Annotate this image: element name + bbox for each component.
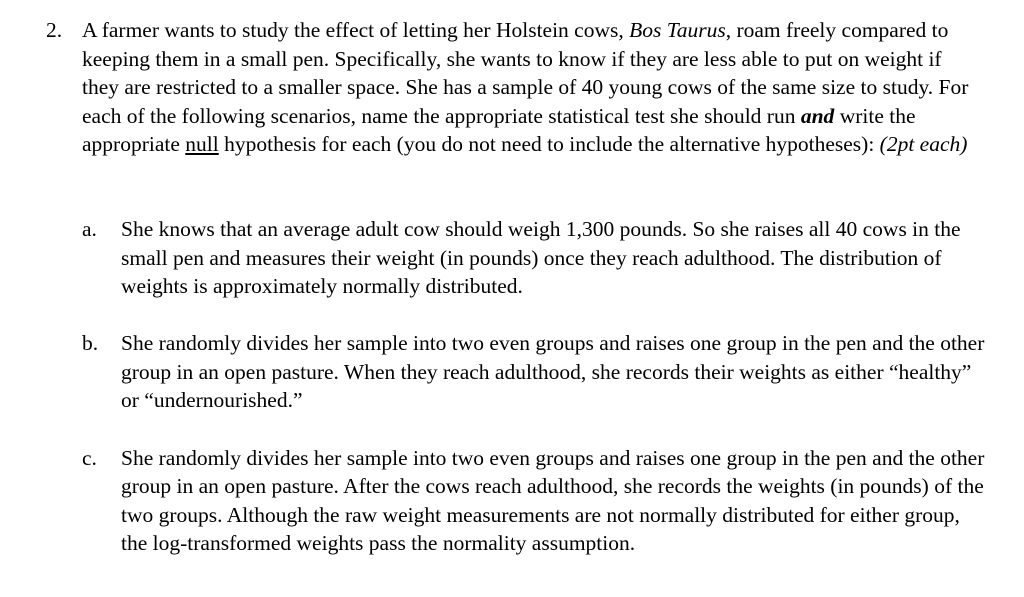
scenario-text: She randomly divides her sample into two even groups and raises one group in the pen and the other group in an open pasture. After the cows reach adulthood, she records the weights (in pounds) of the two groups. Although the raw weight measurements are not normally distributed for either group, the log-transformed weights pass the normality assumption. [121, 445, 985, 556]
question-text-part-4: hypothesis for each (you do not need to include the alternative hypotheses): [218, 132, 880, 157]
species-name: Bos Taurus [629, 18, 726, 42]
points-note: (2pt each) [879, 132, 968, 157]
scenario-a [82, 215, 1002, 301]
scenario-list [82, 215, 1002, 586]
question-number: 2. [46, 18, 63, 42]
question-text-part-3: write the appropriate [82, 103, 916, 157]
underlined-null: null [185, 132, 219, 157]
scenario-c [82, 444, 1002, 558]
scenario-label: b. [82, 331, 99, 356]
scenario-label: c. [82, 445, 97, 470]
scenario-label: a. [82, 217, 97, 241]
question-text-part-1: A farmer wants to study the effect of letting her Holstein cows, [82, 18, 630, 42]
scenario-text: She randomly divides her sample into two even groups and raises one group in the pen and the other group in an open pasture. When they reach adulthood, she records their weights as either “healthy” or “undernourished.” [121, 331, 985, 413]
question-text-part-2: , roam freely compared to keeping them in a small pen. Specifically, she wants to know if they are less able to put on weight if they are restricted to a smaller space. She has a sample of 40 young cows of the same size to study. For each of the following scenarios, name the appropriate statistical test she should run [82, 18, 969, 128]
question-2 [46, 16, 1006, 159]
emphasis-and: and [800, 103, 835, 128]
scenario-text: She knows that an average adult cow should weigh 1,300 pounds. So she raises all 40 cows in the small pen and measures their weight (in pounds) once they reach adulthood. The distribution of weights is approximately normally distributed. [121, 217, 961, 299]
scenario-b [82, 329, 1002, 415]
question-text [82, 16, 982, 159]
